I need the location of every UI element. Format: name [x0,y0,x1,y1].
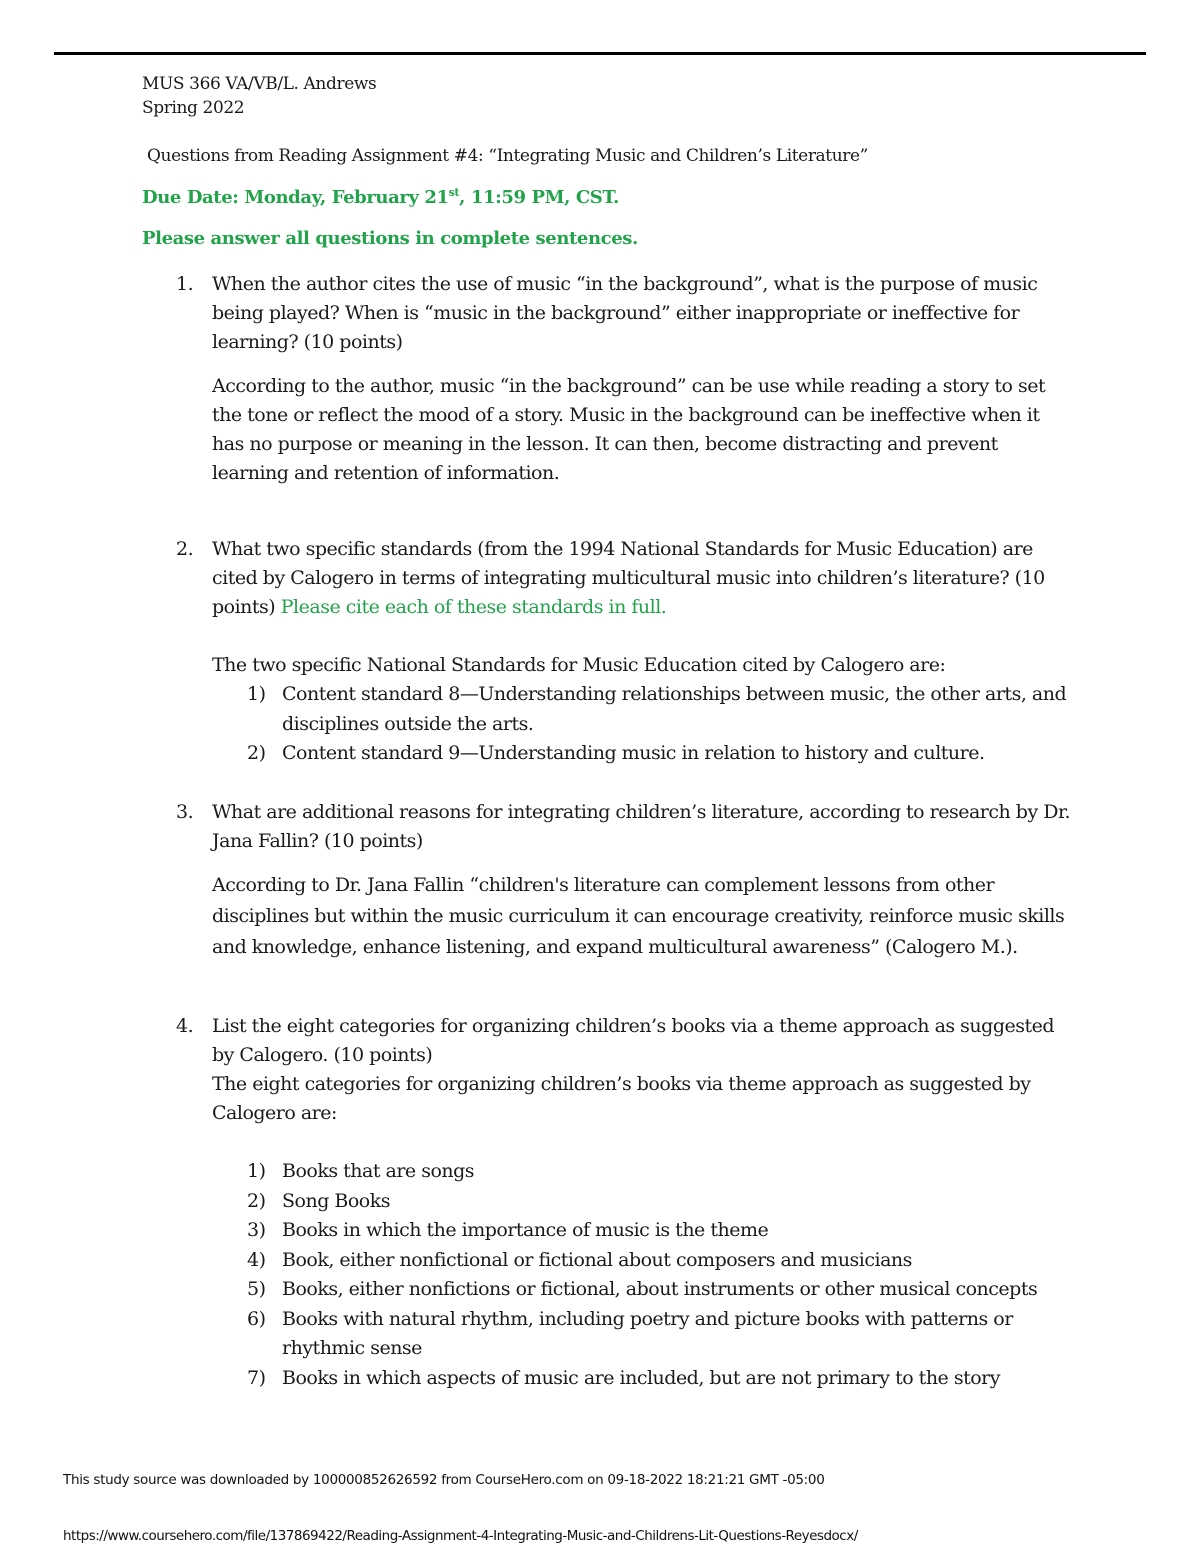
question-number: 1. [176,273,194,295]
list-item-text: Song Books [282,1189,390,1212]
list-item-number: 6) [247,1307,266,1330]
question-2-note: Please cite each of these standards in full. [280,596,667,618]
due-date-suffix-ordinal: st [448,186,460,199]
list-item-text: Books with natural rhythm, including poetry and picture books with patterns or rhythmic sense [282,1307,1013,1359]
question-2-prompt: What two specific standards (from the 1994 National Standards for Music Education) are cited by Calogero in terms of integrating multicultural music into children’s literature? (10 points) [212,538,1045,618]
list-item-number: 7) [247,1366,266,1389]
question-number: 3. [176,801,194,823]
list-item-text: Books in which aspects of music are included, but are not primary to the story [282,1366,1000,1389]
list-item-number: 1) [247,1160,266,1182]
list-item [212,1216,1072,1246]
list-item-number: 2) [247,1189,266,1212]
list-item [212,1246,1072,1276]
list-item-text: Book, either nonfictional or fictional about composers and musicians [282,1248,912,1271]
list-item-number: 1) [247,683,266,705]
course-line: MUS 366 VA/VB/L. Andrews [142,74,377,94]
question-text [212,535,1072,622]
answer-1: According to the author, music “in the background” can be use while reading a story to set the tone or reflect the mood of a story. Music in the background can be ineffective when it has no purpose or meaning in the lesson. It can then, become distracting and prevent learning and retention of information. [212,375,1046,484]
question-number: 4. [176,1015,194,1037]
list-item [212,1157,1072,1187]
question-text: List the eight categories for organizing children’s books via a theme approach as suggested by Calogero. (10 points) [212,1015,1055,1066]
assignment-title: Questions from Reading Assignment #4: “Integrating Music and Children’s Literature” [147,146,868,166]
question-text: When the author cites the use of music “in the background”, what is the purpose of music being played? When is “music in the background” either inappropriate or ineffective for learning? (10 points) [212,273,1038,353]
list-item-text: Content standard 9—Understanding music in relation to history and culture. [282,742,985,764]
due-date-prefix: Due Date: Monday, February 21 [142,187,449,208]
question-text: What are additional reasons for integrating children’s literature, according to research by Dr. Jana Fallin? (10 points) [212,801,1070,852]
list-item-number: 3) [247,1219,266,1241]
list-item [212,1187,1072,1217]
list-item-number: 2) [247,742,266,764]
list-item-text: Books, either nonfictions or fictional, about instruments or other musical concepts [282,1278,1038,1300]
standards-list [212,680,1072,769]
list-item-text: Content standard 8—Understanding relationships between music, the other arts, and disciplines outside the arts. [282,683,1067,735]
top-rule [54,52,1146,55]
list-item-number: 4) [247,1248,266,1271]
due-date-suffix: , 11:59 PM, CST. [459,187,619,208]
answer-2-intro: The two specific National Standards for Music Education cited by Calogero are: [212,654,946,676]
term-line: Spring 2022 [142,98,245,118]
list-item [212,1305,1072,1364]
source-url-link[interactable]: https://www.coursehero.com/file/137869422/Reading-Assignment-4-Integrating-Music-and-Childrens-Lit-Questions-Reyesdocx/ [63,1528,858,1544]
list-item [212,680,1072,739]
download-source-notice: This study source was downloaded by 100000852626592 from CourseHero.com on 09-18-2022 18:21:21 GMT -05:00 [63,1472,825,1488]
due-date [142,186,619,208]
list-item [212,739,1072,769]
question-number: 2. [176,538,194,560]
list-item [212,1275,1072,1305]
instruction-note: Please answer all questions in complete sentences. [142,228,638,249]
list-item [212,1364,1072,1394]
answer-4-intro: The eight categories for organizing children’s books via theme approach as suggested by Calogero are: [212,1073,1031,1124]
list-item-text: Books in which the importance of music is the theme [282,1219,769,1241]
answer-3: According to Dr. Jana Fallin “children's literature can complement lessons from other disciplines but within the music curriculum it can encourage creativity, reinforce music skills and knowledge, enhance listening, and expand multicultural awareness” (Calogero M.). [212,874,1065,958]
list-item-number: 5) [247,1278,266,1300]
list-item-text: Books that are songs [282,1160,475,1182]
categories-list [212,1157,1072,1393]
